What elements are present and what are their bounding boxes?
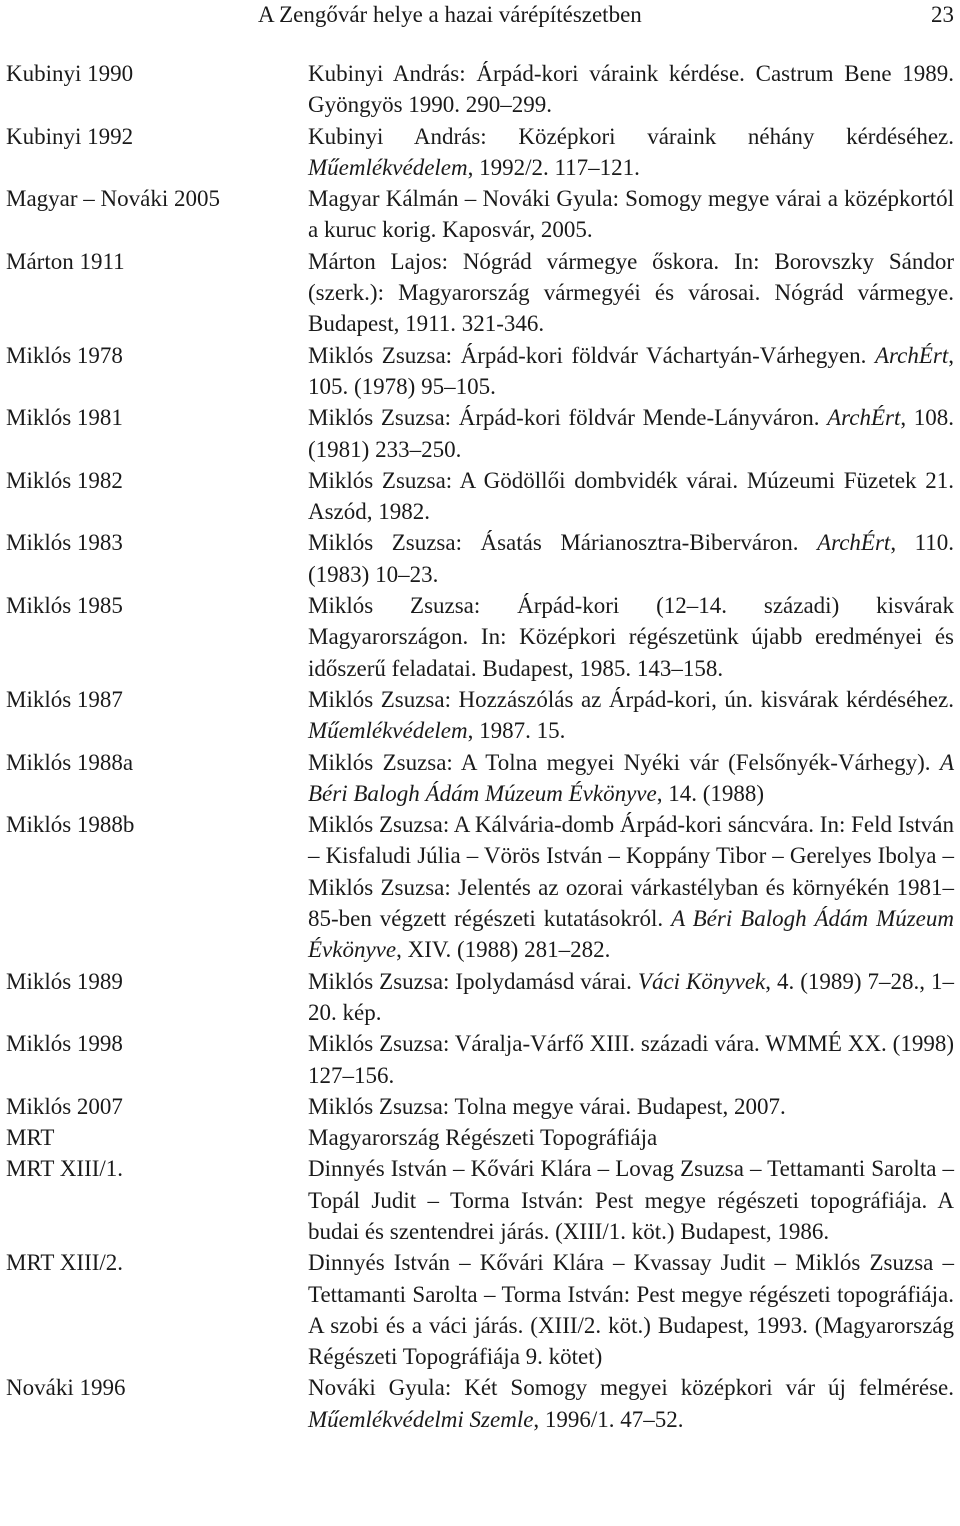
citation-italic-title: ArchÉrt bbox=[817, 530, 891, 556]
citation-text: Miklós Zsuzsa: A Tolna megyei Nyéki vár (Felsőnyék-Várhegy). bbox=[308, 749, 940, 775]
citation-italic-title: Váci Könyvek bbox=[637, 968, 766, 994]
entry-key: Miklós 1983 bbox=[6, 530, 123, 556]
citation-text: Miklós Zsuzsa: Árpád-kori (12–14. századi) kisvárak Magyarországon. In: Középkori régészetünk újabb eredményei és időszerű feladatai. Budapest, 1985. 143–158. bbox=[308, 593, 954, 681]
entry-citation bbox=[308, 121, 954, 184]
citation-text: , 110. (1983) 10–23. bbox=[308, 530, 954, 587]
citation-text: , 108. (1981) 233–250. bbox=[308, 405, 954, 462]
entry-citation bbox=[308, 1122, 954, 1153]
bibliography-entry bbox=[0, 1247, 960, 1372]
citation-text: , 14. (1988) bbox=[656, 780, 765, 806]
entry-citation bbox=[308, 246, 954, 340]
entry-key: MRT XIII/2. bbox=[6, 1250, 124, 1276]
citation-text: Miklós Zsuzsa: A Gödöllői dombvidék várai. Múzeumi Füzetek 21. Aszód, 1982. bbox=[308, 467, 954, 525]
entry-citation bbox=[308, 1247, 954, 1372]
bibliography-list bbox=[0, 58, 960, 1435]
citation-text: , 105. (1978) 95–105. bbox=[308, 342, 954, 399]
entry-key: Miklós 1978 bbox=[6, 342, 123, 368]
entry-key: Magyar – Nováki 2005 bbox=[6, 186, 220, 212]
entry-key: Miklós 1982 bbox=[6, 467, 123, 493]
citation-text: Magyarország Régészeti Topográfiája bbox=[308, 1125, 658, 1151]
entry-citation bbox=[308, 1153, 954, 1247]
entry-key: Miklós 2007 bbox=[6, 1093, 123, 1119]
bibliography-entry bbox=[0, 590, 960, 684]
entry-key: Márton 1911 bbox=[6, 248, 125, 274]
entry-citation bbox=[308, 183, 954, 246]
entry-citation bbox=[308, 1028, 954, 1091]
citation-italic-title: A Béri Balogh Ádám Múzeum Évkönyve bbox=[308, 906, 954, 963]
entry-citation bbox=[308, 1091, 954, 1122]
citation-text: , 1987. 15. bbox=[467, 718, 566, 744]
citation-text: , 1992/2. 117–121. bbox=[467, 154, 640, 180]
entry-key: MRT XIII/1. bbox=[6, 1156, 124, 1182]
entry-citation bbox=[308, 590, 954, 684]
bibliography-entry bbox=[0, 1372, 960, 1435]
bibliography-entry bbox=[0, 340, 960, 403]
entry-key: Miklós 1981 bbox=[6, 405, 123, 431]
bibliography-entry bbox=[0, 1091, 960, 1122]
bibliography-entry bbox=[0, 1122, 960, 1153]
entry-citation bbox=[308, 527, 954, 590]
citation-text: , 4. (1989) 7–28., 1–20. kép. bbox=[308, 968, 954, 1025]
entry-citation bbox=[308, 1372, 954, 1435]
citation-italic-title: Műemlékvédelem bbox=[308, 154, 468, 180]
citation-text: Miklós Zsuzsa: Ipolydamásd várai. bbox=[308, 968, 638, 994]
citation-text: Kubinyi András: Középkori váraink néhány kérdéséhez. bbox=[308, 123, 954, 149]
citation-text: Miklós Zsuzsa: Hozzászólás az Árpád-kori, ún. kisvárak kérdéséhez. bbox=[308, 686, 954, 712]
citation-text: Miklós Zsuzsa: Váralja-Várfő XIII. századi vára. WMMÉ XX. (1998) 127–156. bbox=[308, 1031, 954, 1088]
entry-key: Miklós 1988b bbox=[6, 812, 135, 838]
entry-key: Nováki 1996 bbox=[6, 1375, 126, 1401]
bibliography-entry bbox=[0, 1028, 960, 1091]
citation-text: Dinnyés István – Kővári Klára – Lovag Zsuzsa – Tettamanti Sarolta – Topál Judit – Torma István: Pest megye régészeti topográfiája. A budai és szentendrei járás. (XIII/1. köt.) Budapest, 1986. bbox=[308, 1156, 954, 1244]
bibliography-entry bbox=[0, 121, 960, 184]
citation-italic-title: Műemlékvédelem bbox=[308, 718, 468, 744]
bibliography-entry bbox=[0, 1153, 960, 1247]
entry-key: Miklós 1998 bbox=[6, 1031, 123, 1057]
citation-text: Magyar Kálmán – Nováki Gyula: Somogy megye várai a középkortól a kuruc korig. Kaposvár, 2005. bbox=[308, 186, 954, 243]
entry-key: Miklós 1985 bbox=[6, 593, 123, 619]
citation-text: Miklós Zsuzsa: Árpád-kori földvár Mende-Lányváron. bbox=[308, 405, 828, 431]
citation-italic-title: ArchÉrt bbox=[875, 342, 949, 368]
bibliography-entry bbox=[0, 183, 960, 246]
citation-text: Miklós Zsuzsa: A Kálvária-domb Árpád-kori sáncvára. In: Feld István – Kisfaludi Júlia – Vörös István – Koppány Tibor – Gerelyes Ibolya – Miklós Zsuzsa: Jelentés az ozorai várkastélyban és környékén 1981–85-ben végzett régészeti kutatásokról. bbox=[308, 812, 954, 932]
citation-text: Márton Lajos: Nógrád vármegye őskora. In: Borovszky Sándor (szerk.): Magyarország vármegyéi és városai. Nógrád vármegye. Budapest, 1911. 321-346. bbox=[308, 248, 954, 337]
running-title: A Zengővár helye a hazai várépítészetben bbox=[258, 2, 642, 27]
entry-key: Miklós 1989 bbox=[6, 968, 123, 994]
entry-key: Kubinyi 1990 bbox=[6, 61, 134, 86]
bibliography-entry bbox=[0, 465, 960, 528]
bibliography-entry bbox=[0, 966, 960, 1029]
bibliography-entry bbox=[0, 684, 960, 747]
citation-italic-title: A Béri Balogh Ádám Múzeum Évkönyve bbox=[308, 749, 954, 806]
bibliography-entry bbox=[0, 747, 960, 810]
entry-key: MRT bbox=[6, 1125, 55, 1151]
citation-text: , 1996/1. 47–52. bbox=[533, 1406, 684, 1432]
citation-text: Miklós Zsuzsa: Árpád-kori földvár Váchartyán-Várhegyen. bbox=[308, 342, 875, 368]
citation-text: , XIV. (1988) 281–282. bbox=[396, 937, 611, 963]
entry-citation bbox=[308, 465, 954, 528]
entry-citation bbox=[308, 966, 954, 1029]
entry-key: Miklós 1987 bbox=[6, 686, 123, 712]
citation-text: Nováki Gyula: Két Somogy megyei középkori vár új felmérése. bbox=[308, 1375, 954, 1401]
entry-citation bbox=[308, 684, 954, 747]
running-header bbox=[0, 0, 960, 30]
page-number: 23 bbox=[931, 2, 954, 27]
entry-key: Kubinyi 1992 bbox=[6, 123, 134, 149]
entry-citation bbox=[308, 58, 954, 121]
bibliography-entry bbox=[0, 58, 960, 121]
entry-citation bbox=[308, 340, 954, 403]
bibliography-entry bbox=[0, 402, 960, 465]
entry-citation bbox=[308, 747, 954, 810]
bibliography-entry bbox=[0, 527, 960, 590]
citation-text: Miklós Zsuzsa: Tolna megye várai. Budapest, 2007. bbox=[308, 1093, 786, 1119]
citation-italic-title: ArchÉrt bbox=[827, 405, 901, 431]
entry-key: Miklós 1988a bbox=[6, 749, 134, 775]
entry-citation bbox=[308, 809, 954, 965]
citation-text: Dinnyés István – Kővári Klára – Kvassay Judit – Miklós Zsuzsa – Tettamanti Sarolta – Torma István: Pest megye régészeti topográfiája. A szobi és a váci járás. (XIII/2. köt.) Budapest, 1993. (Magyarország Régészeti Topográfiája 9. kötet) bbox=[308, 1250, 954, 1370]
citation-text: Miklós Zsuzsa: Ásatás Márianosztra-Biberváron. bbox=[308, 530, 818, 556]
entry-citation bbox=[308, 402, 954, 465]
citation-text: Kubinyi András: Árpád-kori váraink kérdése. Castrum Bene 1989. Gyöngyös 1990. 290–299. bbox=[308, 61, 954, 118]
citation-italic-title: Műemlékvédelmi Szemle bbox=[308, 1406, 534, 1432]
bibliography-entry bbox=[0, 246, 960, 340]
bibliography-entry bbox=[0, 809, 960, 965]
